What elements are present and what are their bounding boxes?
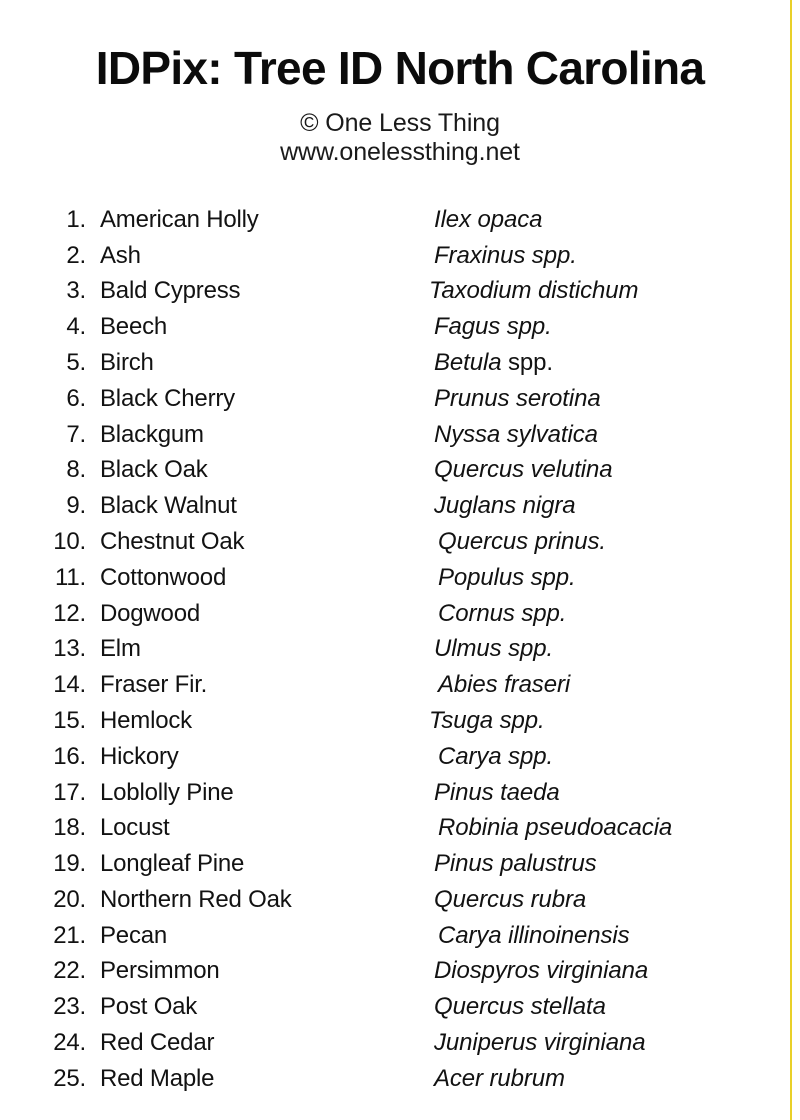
list-item-number: 12. — [53, 599, 86, 627]
scientific-name: Tsuga spp. — [429, 706, 545, 734]
scientific-name: Fraxinus spp. — [434, 241, 577, 269]
list-item — [0, 596, 800, 632]
scientific-name: Quercus velutina — [434, 456, 613, 484]
list-item-number: 10. — [53, 527, 86, 555]
list-item-number: 2. — [66, 241, 86, 269]
list-item-number: 22. — [53, 957, 86, 985]
list-item-number: 25. — [53, 1064, 86, 1092]
scientific-name: Abies fraseri — [438, 671, 571, 699]
list-item — [0, 667, 800, 703]
scientific-name: Carya spp. — [438, 742, 554, 770]
list-item — [0, 1061, 800, 1097]
list-item-number: 7. — [66, 420, 86, 448]
common-name: Birch — [100, 348, 154, 376]
scientific-name-suffix: spp. — [508, 348, 553, 376]
scientific-name: Fagus spp. — [434, 313, 552, 341]
list-item-number: 23. — [53, 993, 86, 1021]
copyright-line: © One Less Thing — [300, 108, 500, 137]
scientific-name: Carya illinoinensis — [438, 921, 630, 949]
common-name: Post Oak — [100, 993, 198, 1021]
common-name: Hickory — [100, 742, 179, 770]
scientific-name: Prunus serotina — [434, 384, 601, 412]
scientific-name: Nyssa sylvatica — [434, 420, 598, 448]
list-item — [0, 810, 800, 846]
list-item — [0, 345, 800, 381]
common-name: Black Oak — [100, 456, 208, 484]
common-name: Cottonwood — [100, 563, 227, 591]
scientific-name: Acer rubrum — [434, 1064, 565, 1092]
list-item — [0, 524, 800, 560]
list-item-number: 20. — [53, 885, 86, 913]
list-item-number: 19. — [53, 850, 86, 878]
list-item-number: 11. — [55, 563, 86, 591]
common-name: Fraser Fir. — [100, 671, 208, 699]
list-item — [0, 846, 800, 882]
list-item — [0, 309, 800, 345]
scientific-name: Robinia pseudoacacia — [438, 814, 673, 842]
list-item-number: 17. — [53, 778, 86, 806]
scientific-name: Juniperus virginiana — [434, 1029, 646, 1057]
list-item-number: 5. — [66, 348, 86, 376]
list-item — [0, 560, 800, 596]
list-item — [0, 882, 800, 918]
tree-species-list — [0, 202, 800, 1097]
list-item-number: 14. — [53, 671, 86, 699]
list-item-number: 9. — [66, 492, 86, 520]
list-item — [0, 703, 800, 739]
list-item-number: 6. — [66, 384, 86, 412]
scientific-name: Ilex opaca — [434, 205, 543, 233]
common-name: Blackgum — [100, 420, 204, 448]
list-item-number: 18. — [53, 814, 86, 842]
common-name: American Holly — [100, 205, 259, 233]
list-item — [0, 202, 800, 238]
common-name: Black Cherry — [100, 384, 235, 412]
list-item — [0, 381, 800, 417]
list-item-number: 8. — [66, 456, 86, 484]
common-name: Red Cedar — [100, 1029, 215, 1057]
common-name: Beech — [100, 313, 168, 341]
list-item — [0, 417, 800, 453]
list-item — [0, 238, 800, 274]
list-item-number: 1. — [66, 205, 86, 233]
scientific-name: Populus spp. — [438, 563, 576, 591]
document-header — [0, 0, 800, 167]
scientific-name: Diospyros virginiana — [434, 957, 649, 985]
list-item — [0, 918, 800, 954]
common-name: Dogwood — [100, 599, 201, 627]
scientific-name: Ulmus spp. — [434, 635, 554, 663]
scientific-name: Quercus stellata — [434, 993, 606, 1021]
list-item-number: 15. — [53, 706, 86, 734]
scientific-name: Cornus spp. — [438, 599, 567, 627]
common-name: Chestnut Oak — [100, 527, 245, 555]
common-name: Elm — [100, 635, 141, 663]
list-item — [0, 273, 800, 309]
list-item-number: 3. — [66, 277, 86, 305]
scientific-name: Juglans nigra — [434, 492, 576, 520]
scientific-name: Taxodium distichum — [429, 277, 639, 305]
list-item — [0, 953, 800, 989]
attribution-block — [0, 109, 800, 167]
common-name: Longleaf Pine — [100, 850, 245, 878]
common-name: Pecan — [100, 921, 168, 949]
scientific-name: Pinus palustrus — [434, 850, 597, 878]
list-item — [0, 739, 800, 775]
list-item — [0, 488, 800, 524]
list-item-number: 16. — [53, 742, 86, 770]
common-name: Northern Red Oak — [100, 885, 292, 913]
common-name: Hemlock — [100, 706, 192, 734]
list-item — [0, 989, 800, 1025]
common-name: Red Maple — [100, 1064, 215, 1092]
common-name: Loblolly Pine — [100, 778, 234, 806]
list-item — [0, 631, 800, 667]
common-name: Ash — [100, 241, 141, 269]
common-name: Locust — [100, 814, 170, 842]
page-title: IDPix: Tree ID North Carolina — [95, 42, 705, 94]
scientific-name-genus: Betula — [434, 348, 509, 376]
scientific-name: Quercus rubra — [434, 885, 587, 913]
website-line: www.onelessthing.net — [280, 137, 520, 166]
common-name: Bald Cypress — [100, 277, 241, 305]
list-item-number: 4. — [66, 313, 86, 341]
common-name: Black Walnut — [100, 492, 237, 520]
list-item-number: 21. — [53, 921, 86, 949]
list-item — [0, 1025, 800, 1061]
scientific-name — [416, 345, 800, 381]
common-name: Persimmon — [100, 957, 220, 985]
scientific-name: Pinus taeda — [434, 778, 560, 806]
list-item-number: 13. — [53, 635, 86, 663]
list-item — [0, 775, 800, 811]
list-item-number: 24. — [53, 1029, 86, 1057]
scientific-name: Quercus prinus. — [438, 527, 606, 555]
list-item — [0, 452, 800, 488]
